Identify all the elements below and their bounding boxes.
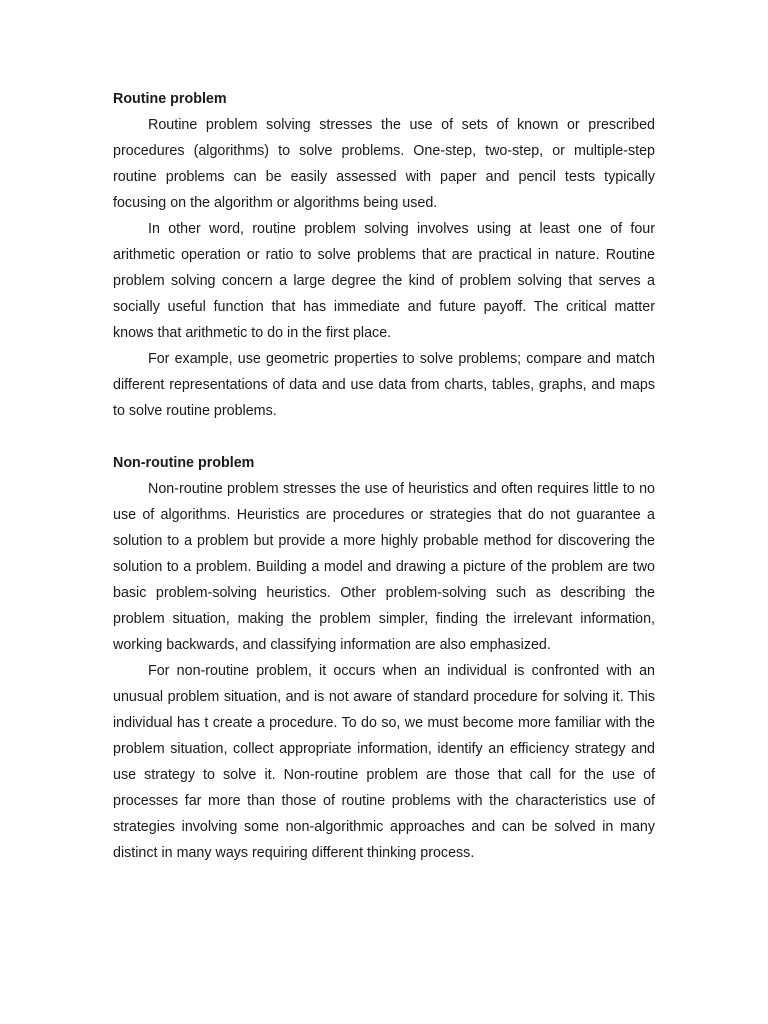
paragraph: Routine problem solving stresses the use of sets of known or prescribed procedures (algorithms) to solve problems. One-step, two-step, or multiple-step routine problems can be easily assessed with paper and pencil tests typically focusing on the algorithm or algorithms being used.: [113, 117, 655, 211]
document-page: [113, 86, 655, 866]
section-non-routine-problem: [113, 450, 655, 866]
section-spacer: [113, 424, 655, 450]
section-heading: Non-routine problem: [113, 455, 255, 471]
paragraph: In other word, routine problem solving involves using at least one of four arithmetic operation or ratio to solve problems that are practical in nature. Routine problem solving concern a large degree the kind of problem solving that serves a socially useful function that has immediate and future payoff. The critical matter knows that arithmetic to do in the first place.: [113, 221, 655, 341]
paragraph: Non-routine problem stresses the use of heuristics and often requires little to no use of algorithms. Heuristics are procedures or strategies that do not guarantee a solution to a problem but provide a more highly probable method for discovering the solution to a problem. Building a model and drawing a picture of the problem are two basic problem-solving heuristics. Other problem-solving such as describing the problem situation, making the problem simpler, finding the irrelevant information, working backwards, and classifying information are also emphasized.: [113, 481, 655, 653]
paragraph: For non-routine problem, it occurs when an individual is confronted with an unusual problem situation, and is not aware of standard procedure for solving it. This individual has t create a procedure. To do so, we must become more familiar with the problem situation, collect appropriate information, identify an efficiency strategy and use strategy to solve it. Non-routine problem are those that call for the use of processes far more than those of routine problems with the characteristics use of strategies involving some non-algorithmic approaches and can be solved in many distinct in many ways requiring different thinking process.: [113, 663, 655, 861]
section-heading: Routine problem: [113, 91, 227, 107]
paragraph: For example, use geometric properties to solve problems; compare and match different representations of data and use data from charts, tables, graphs, and maps to solve routine problems.: [113, 351, 655, 419]
section-routine-problem: [113, 86, 655, 424]
